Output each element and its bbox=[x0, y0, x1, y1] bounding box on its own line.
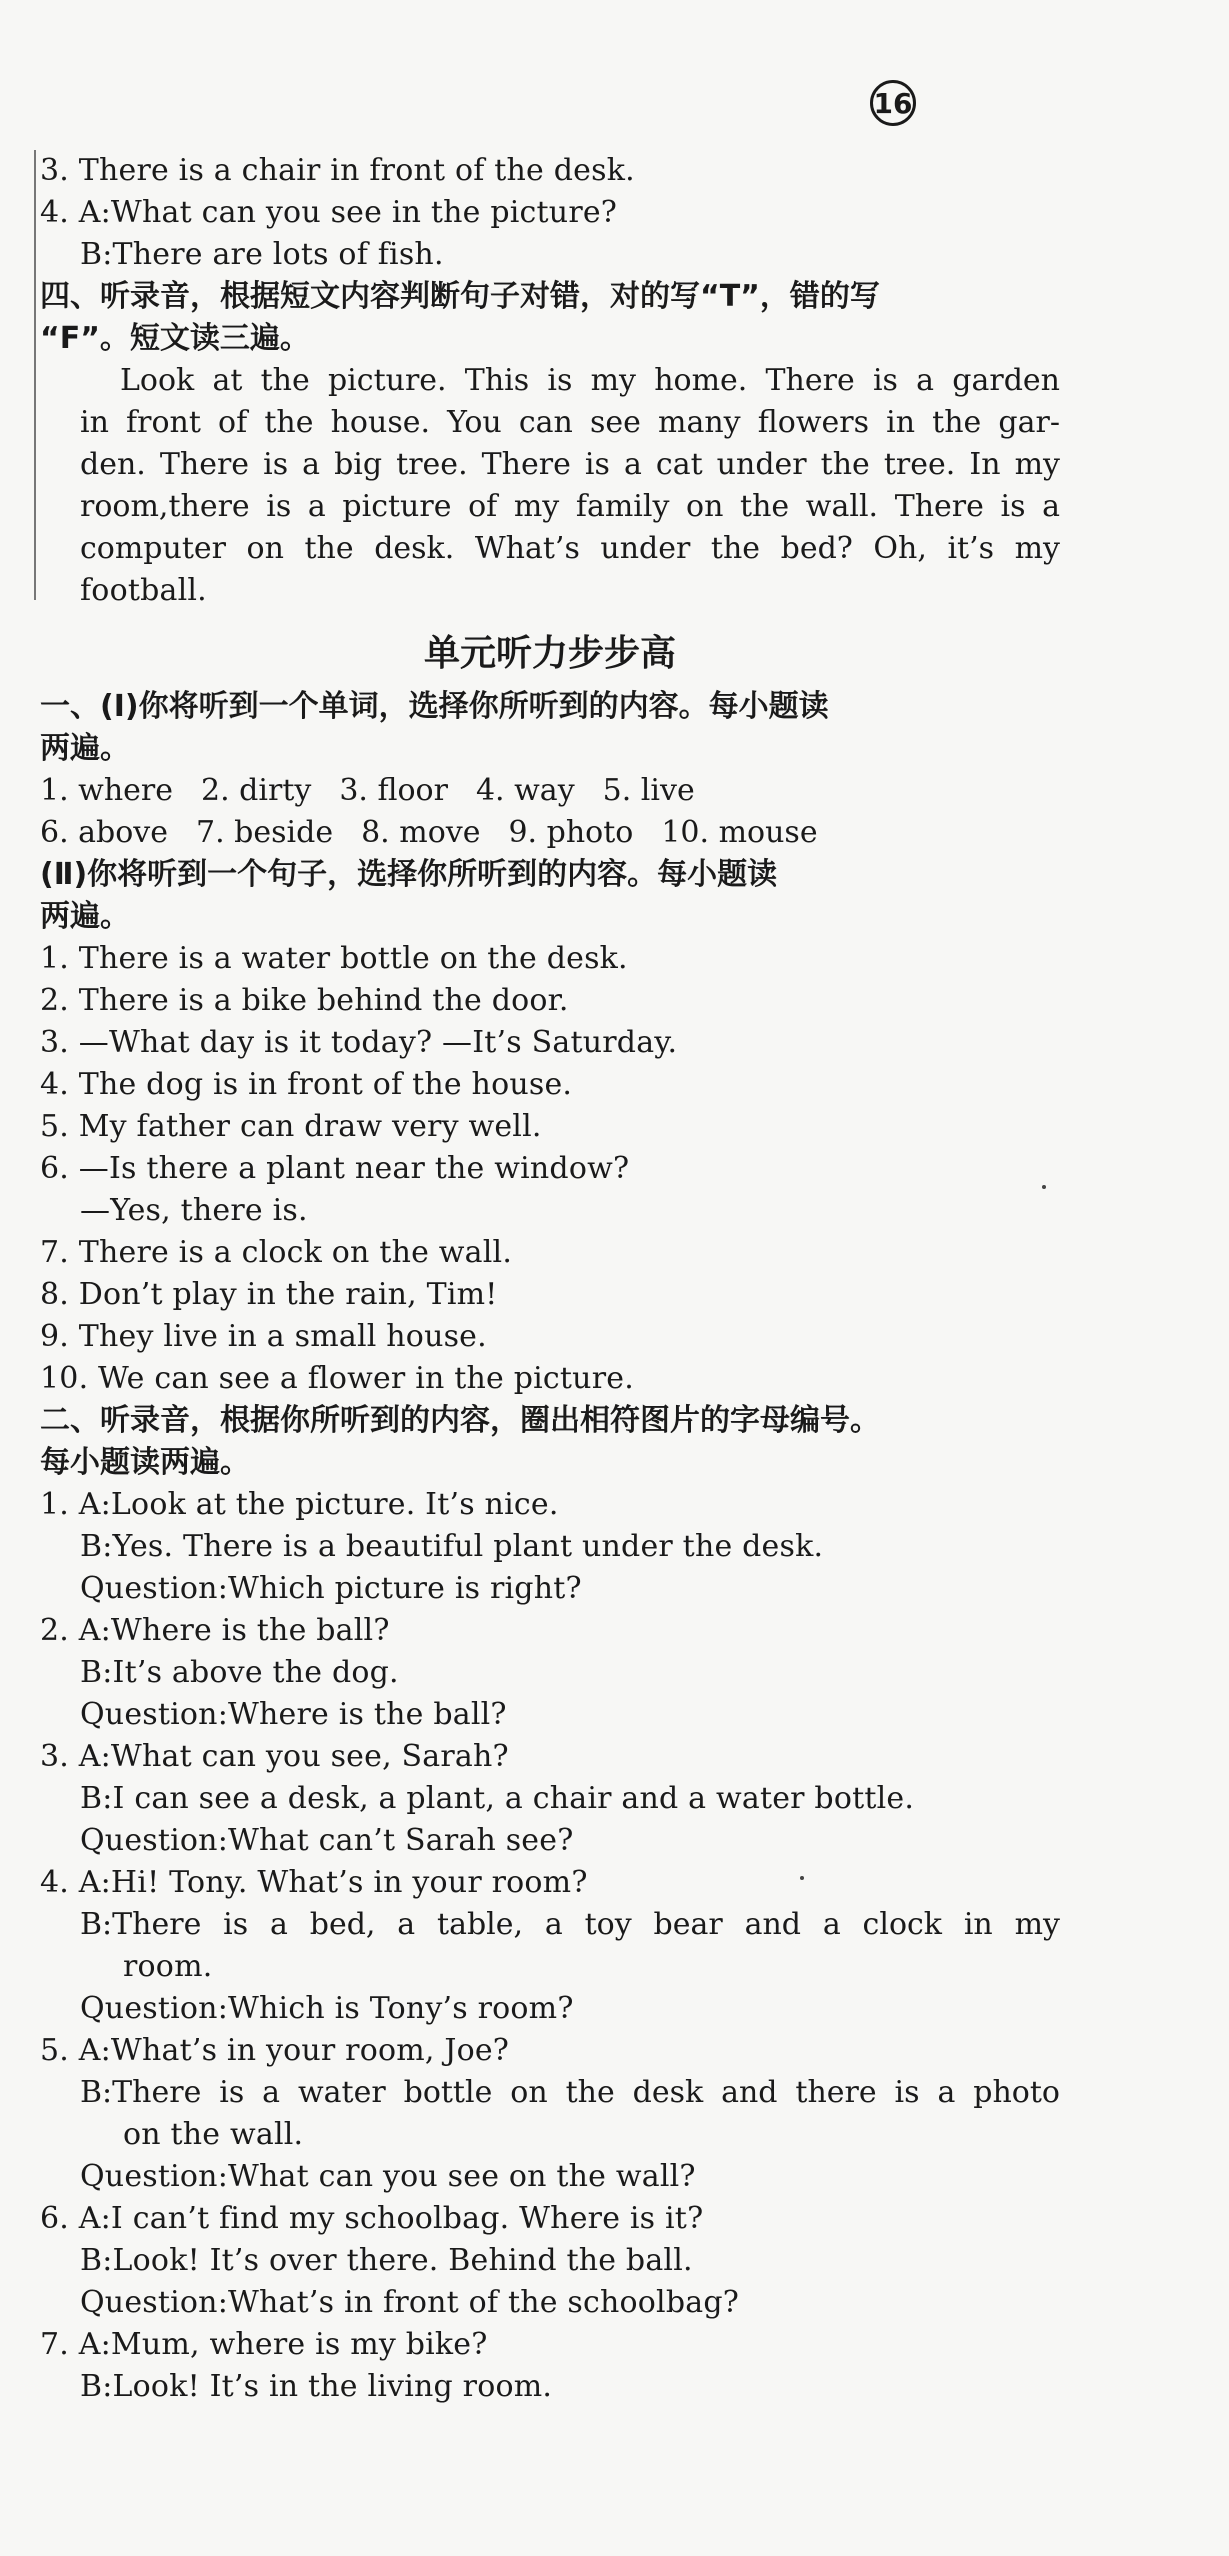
dialogue-line: 5. A:What’s in your room, Joe? bbox=[40, 2033, 510, 2068]
passage-line: Look at the picture. This is my home. There is a garden bbox=[120, 363, 1060, 398]
sentence-line: 9. They live in a small house. bbox=[40, 1319, 487, 1354]
word-item: 7. beside bbox=[196, 815, 334, 850]
dialogue-line: B:There is a water bottle on the desk and there is a photo bbox=[80, 2075, 1060, 2110]
passage-line: in front of the house. You can see many flowers in the gar- bbox=[80, 405, 1060, 440]
section-heading: 每小题读两遍。 bbox=[40, 1445, 250, 1480]
unit-title: 单元听力步步高 bbox=[423, 633, 676, 674]
page-number: 16 bbox=[870, 80, 916, 126]
dialogue-line: B:Look! It’s over there. Behind the ball. bbox=[80, 2243, 693, 2278]
dialogue-line: Question:Where is the ball? bbox=[80, 1697, 507, 1732]
section-heading: 两遍。 bbox=[40, 731, 130, 766]
dialogue-line: 2. A:Where is the ball? bbox=[40, 1613, 390, 1648]
dialogue-line: 1. A:Look at the picture. It’s nice. bbox=[40, 1487, 559, 1522]
dialogue-line: 4. A:Hi! Tony. What’s in your room? bbox=[40, 1865, 588, 1900]
word-item: 4. way bbox=[475, 773, 575, 808]
sentence-line: 7. There is a clock on the wall. bbox=[40, 1235, 513, 1270]
word-item: 9. photo bbox=[508, 815, 634, 850]
text-line: 4. A:What can you see in the picture? bbox=[40, 195, 618, 230]
dialogue-line: B:It’s above the dog. bbox=[80, 1655, 399, 1690]
dialogue-line: 7. A:Mum, where is my bike? bbox=[40, 2327, 488, 2362]
sub-heading: 两遍。 bbox=[40, 899, 130, 934]
word-item: 2. dirty bbox=[201, 773, 312, 808]
passage-line: computer on the desk. What’s under the bed? Oh, it’s my bbox=[80, 531, 1060, 566]
section-heading: 二、听录音，根据你所听到的内容，圈出相符图片的字母编号。 bbox=[40, 1403, 880, 1438]
dialogue-line: on the wall. bbox=[123, 2117, 304, 2152]
word-item: 10. mouse bbox=[661, 815, 818, 850]
text-line: 3. There is a chair in front of the desk. bbox=[40, 153, 635, 188]
passage-line: football. bbox=[80, 573, 207, 608]
dialogue-line: 3. A:What can you see, Sarah? bbox=[40, 1739, 509, 1774]
sentence-line: 2. There is a bike behind the door. bbox=[40, 983, 569, 1018]
margin-rule bbox=[34, 150, 36, 600]
section-heading: 四、听录音，根据短文内容判断句子对错，对的写“T”，错的写 bbox=[40, 279, 880, 314]
sentence-line: 1. There is a water bottle on the desk. bbox=[40, 941, 628, 976]
sentence-line: 10. We can see a flower in the picture. bbox=[40, 1361, 634, 1396]
word-list-row bbox=[40, 770, 1060, 812]
dialogue-line: Question:What can’t Sarah see? bbox=[80, 1823, 574, 1858]
sentence-line: 8. Don’t play in the rain, Tim! bbox=[40, 1277, 498, 1312]
passage-line: den. There is a big tree. There is a cat under the tree. In my bbox=[80, 447, 1060, 482]
dialogue-line: B:There is a bed, a table, a toy bear and a clock in my bbox=[80, 1907, 1060, 1942]
word-item: 1. where bbox=[40, 773, 174, 808]
section-heading: “F”。短文读三遍。 bbox=[40, 321, 310, 356]
dialogue-line: B:I can see a desk, a plant, a chair and a water bottle. bbox=[80, 1781, 915, 1816]
word-item: 8. move bbox=[361, 815, 481, 850]
word-item: 3. floor bbox=[339, 773, 448, 808]
sentence-line: 4. The dog is in front of the house. bbox=[40, 1067, 573, 1102]
dialogue-line: B:Look! It’s in the living room. bbox=[80, 2369, 553, 2404]
dialogue-line: Question:What’s in front of the schoolbag? bbox=[80, 2285, 740, 2320]
dialogue-line: B:Yes. There is a beautiful plant under the desk. bbox=[80, 1529, 824, 1564]
dialogue-line: Question:Which picture is right? bbox=[80, 1571, 582, 1606]
sentence-line: 3. —What day is it today? —It’s Saturday. bbox=[40, 1025, 678, 1060]
sentence-line: 6. —Is there a plant near the window? bbox=[40, 1151, 630, 1186]
document-body bbox=[40, 150, 1060, 2408]
dialogue-line: Question:Which is Tony’s room? bbox=[80, 1991, 574, 2026]
word-item: 5. live bbox=[602, 773, 695, 808]
word-list-row bbox=[40, 812, 1060, 854]
text-line: B:There are lots of fish. bbox=[80, 237, 444, 272]
section-heading: 一、(Ⅰ)你将听到一个单词，选择你所听到的内容。每小题读 bbox=[40, 689, 829, 724]
passage-line: room,there is a picture of my family on the wall. There is a bbox=[80, 489, 1060, 524]
word-item: 6. above bbox=[40, 815, 169, 850]
sentence-line: 5. My father can draw very well. bbox=[40, 1109, 542, 1144]
sub-heading: (Ⅱ)你将听到一个句子，选择你所听到的内容。每小题读 bbox=[40, 857, 778, 892]
dialogue-line: Question:What can you see on the wall? bbox=[80, 2159, 696, 2194]
dialogue-line: 6. A:I can’t find my schoolbag. Where is it? bbox=[40, 2201, 704, 2236]
sentence-line: —Yes, there is. bbox=[80, 1193, 308, 1228]
dialogue-line: room. bbox=[123, 1949, 213, 1984]
